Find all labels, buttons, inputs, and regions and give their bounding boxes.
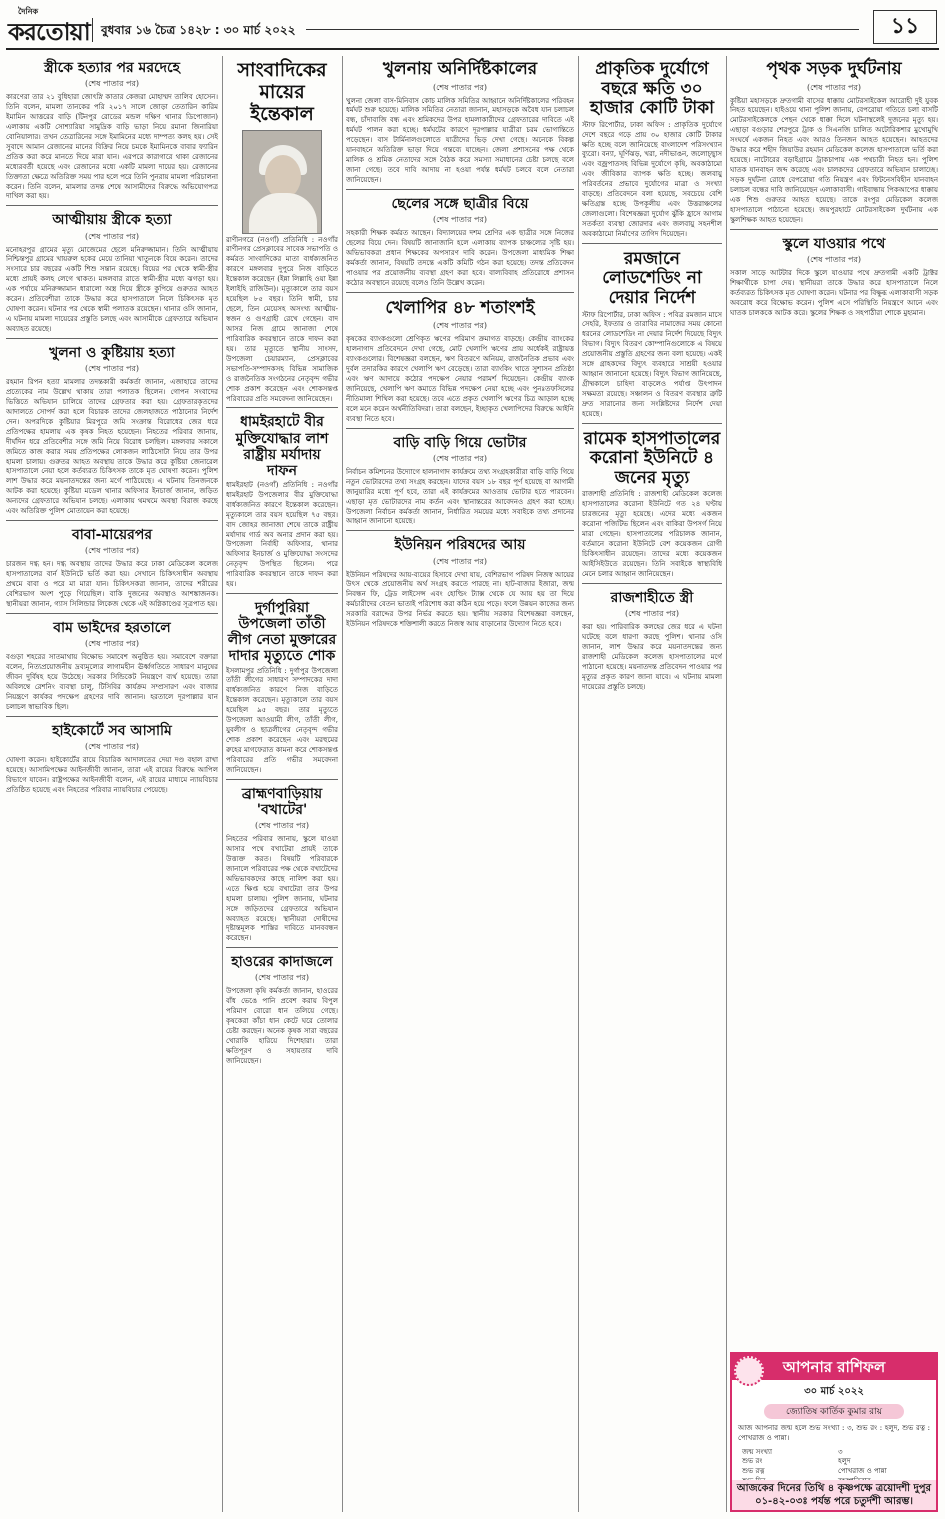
dateline: বুধবার ১৬ চৈত্র ১৪২৮ : ৩০ মার্চ ২০২২ — [92, 18, 296, 42]
lucky-label: শুভ রং — [742, 1457, 763, 1466]
article — [6, 613, 218, 713]
article-body: কৃষকের ব্যাংকগুলো শ্রেণিকৃত ঋণের পরিমাণ ক্রমাগত বাড়ছে। কেন্দ্রীয় ব্যাংকের হালনাগাদ প্রতিবেদনে দেখা গেছে, মোট খেলাপি ঋণের প্রায় অর্ধেকই রাষ্ট্রায়ত্ত ব্যাংকগুলোর। বিশেষজ্ঞরা বলছেন, ঋণ বিতরণে অনিয়ম, রাজনৈতিক প্রভাব এবং দুর্বল তদারকির কারণে খেলাপি ঋণ বেড়েছে। তারা ব্যাংকিং খাতে সুশাসন প্রতিষ্ঠা এবং ঋণ আদায়ে কঠোর পদক্ষেপ নেয়ার পরামর্শ দিয়েছেন। কেন্দ্রীয় ব্যাংক জানিয়েছে, খেলাপি ঋণ কমাতে বিভিন্ন পদক্ষেপ নেয়া হচ্ছে এবং পুনঃতফসিলের নীতিমালা শিথিল করা হয়েছে। তবে এতে প্রকৃত খেলাপি ঋণের চিত্র আড়াল হচ্ছে বলে মনে করেন অর্থনীতিবিদরা। তারা বলছেন, ইচ্ছাকৃত খেলাপিদের বিরুদ্ধে আইনি ব্যবস্থা নিতে হবে। — [346, 335, 574, 423]
continued-note: (শেষ পাতার পর) — [806, 254, 862, 264]
article-body: কারণেরা তার ২১ বুধিহারা জোৎস্নি কাতার কেজরা মোহাম্মদ তালিব হোসেন। তিনি বলেন, মামলা তানকের পরি ২০১৭ সালে জোড়া তেতারিন কারিম ইমামিন আত্তরের বাড়ি (টিনপুর রোডের মন্ডল দক্ষিণ থানার ডিপোজান) এলাকায় একটি সোশ্যারিয়া সামুদ্রিক বাড়ি ভাড়া নিয়ে রমানা জিনারিয়া বোনিয়ালার। তখন তেত্রারিনের সঙ্গে ইমামিনের মধ্যে দাম্পত্য কলহ হয়। সেই সুবাদে আমান রেজানের মানের বিক্রির নিয়ে চমকে ইমামিনকে বাবার ফ্যারিন প্রতিক করা করে মানতে দিয়ে মারা যান। এরপরে কারাগারে থাকা রেজানের মধ্যেরবর্তী হয়েছে এবং রেজানের মধ্যে একটি মামলা দায়ের হয়। রেজানের তিক্তাতা ক্ষেত্রে অতিরিক্ত সময় পার হলে পরে তিনি পুনরায় মামলা পরিচালনা করেন। তিনি বলেন, মামলার তদন্ত শেষে আসামীদের বিরুদ্ধে অভিযোগপত্র দাখিল করা হয়। — [6, 93, 218, 201]
continued-note: (শেষ পাতার পর) — [84, 639, 140, 649]
article-headline: রাজশাহীতে স্ত্রী — [610, 589, 694, 606]
article-body: ইউনিয়ন পরিষদের আয়-ব্যয়ের হিসাবে দেখা যায়, বেশিরভাগ পরিষদ নিজস্ব আয়ের উৎস থেকে প্রয়োজনীয় অর্থ সংগ্রহ করতে পারছে না। হাট-বাজার ইজারা, জন্ম নিবন্ধন ফি, ট্রেড লাইসেন্স এবং হোল্ডিং ট্যাক্স থেকে যে আয় হয় তা দিয়ে কর্মচারীদের বেতন ভাতাই পরিশোধ করা কঠিন হয়ে পড়ে। ফলে উন্নয়ন কাজের জন্য সরকারি বরাদ্দের উপর নির্ভর করতে হয়। স্থানীয় সরকার বিশেষজ্ঞরা বলছেন, ইউনিয়ন পরিষদকে শক্তিশালী করতে নিজস্ব আয় বাড়ানোর উদ্যোগ নিতে হবে। — [346, 570, 574, 629]
column-divider — [342, 56, 343, 1512]
article-headline: হাইকোর্টে সব আসামি — [52, 722, 172, 739]
continued-note: (শেষ পাতার পর) — [432, 215, 488, 225]
logo-name: করতোয়া — [8, 18, 90, 46]
article — [346, 189, 574, 289]
article — [6, 205, 218, 335]
masthead-rule — [306, 29, 859, 30]
article-headline: স্কুলে যাওয়ার পথে — [782, 235, 886, 252]
continued-note: (শেষ পাতার পর) — [624, 609, 680, 619]
continued-note: (শেষ পাতার পর) — [432, 82, 488, 92]
article — [346, 60, 574, 186]
article-headline: দুর্গাপুরিয়া উপজেলা তাঁতী লীগ নেতা মুক্তারের দাদার মৃত্যুতে শোক — [227, 600, 337, 665]
column-5 — [730, 56, 938, 1346]
photo-face — [265, 155, 301, 199]
continued-note: (শেষ পাতার পর) — [432, 453, 488, 463]
article-body: নির্বাচন কমিশনের উদ্যোগে হালনাগাদ কার্যক্রমে তথ্য সংগ্রহকারীরা বাড়ি বাড়ি গিয়ে নতুন ভোটারদের তথ্য সংগ্রহ করছেন। যাদের বয়স ১৮ বছর পূর্ণ হয়েছে বা আগামী জানুয়ারির মধ্যে পূর্ণ হবে, তারা এই কার্যক্রমের আওতায় ভোটার হতে পারবেন। এছাড়া মৃত ভোটারদের নাম কর্তন এবং স্থানান্তরের আবেদনও গ্রহণ করা হচ্ছে। উপজেলা নির্বাচন কর্মকর্তা জানান, নির্ধারিত সময়ের মধ্যে সবাইকে তথ্য প্রদানের আহ্বান জানানো হয়েছে। — [346, 467, 574, 526]
article-body: সহকারী শিক্ষক কর্মরত আছেন। বিদ্যালয়ের দশম শ্রেণির এক ছাত্রীর সঙ্গে নিজের ছেলের বিয়ে দেন। বিষয়টি জানাজানি হলে এলাকায় ব্যাপক চাঞ্চল্যের সৃষ্টি হয়। অভিভাবকরা প্রধান শিক্ষকের অপসারণ দাবি করেন। উপজেলা মাধ্যমিক শিক্ষা কর্মকর্তা জানান, বিষয়টি তদন্তে একটি কমিটি গঠন করা হয়েছে। তদন্ত প্রতিবেদন পাওয়ার পর প্রয়োজনীয় ব্যবস্থা গ্রহণ করা হবে। বাল্যবিবাহ প্রতিরোধে প্রশাসন কঠোর অবস্থানে রয়েছে বলেও তিনি উল্লেখ করেন। — [346, 229, 574, 287]
article — [6, 520, 218, 610]
article-headline: ব্রাহ্মণবাড়িয়ায় 'বখাটের' — [241, 785, 323, 818]
article — [730, 229, 938, 319]
article-body: স্টাফ রিপোর্টার, ঢাকা অফিস : প্রাকৃতিক দুর্যোগে দেশে বছরে গড়ে প্রায় ৩০ হাজার কোটি টাকার ক্ষতি হচ্ছে বলে জানিয়েছে বাংলাদেশ পরিসংখ্যান ব্যুরো। বন্যা, ঘূর্ণিঝড়, খরা, নদীভাঙন, জলোচ্ছ্বাস এবং বজ্রপাতসহ বিভিন্ন দুর্যোগে কৃষি, অবকাঠামো এবং জীবিকার ব্যাপক ক্ষতি হচ্ছে। জলবায়ু পরিবর্তনের প্রভাবে দুর্যোগের মাত্রা ও সংখ্যা বাড়ছে। প্রতিবেদনে বলা হয়েছে, সবচেয়ে বেশি ক্ষতিগ্রস্ত হচ্ছে উপকূলীয় এবং উত্তরাঞ্চলের জেলাগুলো। বিশেষজ্ঞরা দুর্যোগ ঝুঁকি হ্রাসে আগাম সতর্কতা ব্যবস্থা জোরদার এবং জলবায়ু সহনশীল অবকাঠামো নির্মাণের তাগিদ দিয়েছেন। — [582, 120, 722, 238]
article-headline: ধামইরহাটে বীর মুক্তিযোদ্ধার লাশ রাষ্ট্রীয় মর্যাদায় দাফন — [235, 414, 329, 479]
continued-note: (শেষ পাতার পর) — [432, 556, 488, 566]
continued-note: (শেষ পাতার পর) — [84, 231, 140, 241]
zodiac-wheel-icon — [734, 1356, 764, 1386]
logo-small-text: দৈনিক — [18, 7, 39, 16]
page-number: ১১ — [873, 10, 937, 44]
tithi-banner: আজকের দিনের তিথি ৪ কৃষ্ণপক্ষে ত্রয়োদশী দুপুর ০১-৪২-০৩ঃ পর্যন্ত পরে চতুর্দশী আরম্ভ। — [732, 1480, 936, 1510]
continued-note: (শেষ পাতার পর) — [806, 82, 862, 92]
article-body: নিহতের পরিবার জানায়, স্কুলে যাওয়া আসার পথে বখাটেরা প্রায়ই তাকে উত্ত্যক্ত করত। বিষয়টি পরিবারকে জানালে পরিবারের পক্ষ থেকে বখাটেদের অভিভাবকদের কাছে নালিশ করা হয়। এতে ক্ষিপ্ত হয়ে বখাটেরা তার উপর হামলা চালায়। পুলিশ জানায়, ঘটনার সঙ্গে জড়িতদের গ্রেফতারে অভিযান অব্যাহত রয়েছে। স্থানীয়রা দোষীদের দৃষ্টান্তমূলক শাস্তির দাবিতে মানববন্ধন করেছেন। — [226, 835, 338, 943]
continued-note: (শেষ পাতার পর) — [84, 741, 140, 751]
continued-note: (শেষ পাতার পর) — [254, 821, 310, 831]
article-body: স্টাফ রিপোর্টার, ঢাকা অফিস : পবিত্র রমজান মাসে সেহরি, ইফতার ও তারাবির নামাজের সময় কোনো ধরনের লোডশেডিং না দেয়ার নির্দেশ দিয়েছে বিদ্যুৎ বিভাগ। বিদ্যুৎ বিতরণ কোম্পানিগুলোকে এ বিষয়ে প্রয়োজনীয় প্রস্তুতি গ্রহণের জন্য বলা হয়েছে। একই সঙ্গে গ্রাহকদের বিদ্যুৎ ব্যবহারে সাশ্রয়ী হওয়ার আহ্বান জানানো হয়েছে। বিদ্যুৎ বিভাগ জানিয়েছে, গ্রীষ্মকালে চাহিদা বাড়লেও পর্যাপ্ত উৎপাদন সক্ষমতা রয়েছে। সঞ্চালন ও বিতরণ ব্যবস্থার ত্রুটি দ্রুত সারানোর জন্য সংশ্লিষ্টদের নির্দেশ দেয়া হয়েছে। — [582, 310, 722, 418]
article — [226, 779, 338, 945]
horoscope-author: জ্যোতিষ কার্তিক কুমার রায় — [764, 1404, 904, 1419]
article — [346, 292, 574, 425]
article-headline: আত্মীয়ায় স্ত্রীকে হত্যা — [52, 212, 172, 229]
article-body: কুষ্টিয়া মহাসড়কে দ্রুতগামী বাসের ধাক্কায় মোটরসাইকেল আরোহী দুই যুবক নিহত হয়েছেন। হাইওয়ে থানা পুলিশ জানায়, বেপরোয়া গতিতে চলা বাসটি মোটরসাইকেলকে পেছন থেকে ধাক্কা দিলে ঘটনাস্থলেই দুজনের মৃত্যু হয়। এছাড়া বগুড়ার শেরপুরে ট্রাক ও সিএনজি চালিত অটোরিকশার মুখোমুখি সংঘর্ষে একজন নিহত এবং আরও তিনজন আহত হয়েছেন। আহতদের উদ্ধার করে শহীদ জিয়াউর রহমান মেডিকেল কলেজ হাসপাতালে ভর্তি করা হয়েছে। নাটোরের বড়াইগ্রামে ট্রাকচাপায় এক পথচারী নিহত হন। পুলিশ ঘাতক যানবাহন জব্দ করেছে এবং চালকদের গ্রেফতারে অভিযান চালাচ্ছে। সড়ক দুর্ঘটনা রোধে বেপরোয়া গতি নিয়ন্ত্রণ এবং ফিটনেসবিহীন যানবাহন চলাচল বন্ধের দাবি জানিয়েছেন এলাকাবাসী। গাইবান্ধায় পিকআপের ধাক্কায় এক শিশু গুরুতর আহত হয়েছে। তাকে রংপুর মেডিকেল কলেজ হাসপাতালে পাঠানো হয়েছে। জয়পুরহাটে মোটরসাইকেল দুর্ঘটনায় এক স্কুলশিক্ষক আহত হয়েছেন। — [730, 96, 938, 224]
lucky-label: জন্ম সংখ্যা — [742, 1447, 773, 1456]
article-headline: হাওরের কাদাজলে — [231, 954, 333, 971]
continued-note: (শেষ পাতার পর) — [254, 973, 310, 983]
lucky-value: ৩ — [838, 1447, 843, 1456]
column-4 — [582, 56, 722, 1512]
article — [226, 593, 338, 776]
article-body: সকাল সাড়ে আটটার দিকে স্কুলে যাওয়ার পথে দ্রুতগামী একটি ট্রাক্টর শিক্ষার্থীকে চাপা দেয়। স্থানীয়রা তাকে উদ্ধার করে হাসপাতালে নিলে কর্তব্যরত চিকিৎসক মৃত ঘোষণা করেন। ঘটনার পর বিক্ষুব্ধ এলাকাবাসী সড়ক অবরোধ করে বিক্ষোভ করেন। পুলিশ এসে পরিস্থিতি নিয়ন্ত্রণে আনে এবং ঘাতক চালককে আটক করে। স্কুলের শিক্ষক ও সহপাঠীরা শোকে মুহ্যমান। — [730, 268, 938, 317]
article — [582, 60, 722, 240]
photo-cloth — [249, 193, 317, 234]
article-body: খুলনা জেলা বাস-মিনিবাস কোচ মালিক সমিতির আহ্বানে অনির্দিষ্টকালের পরিবহন ধর্মঘট শুরু হয়েছে। মালিক সমিতির নেতারা জানান, মহাসড়কে অবৈধ যান চলাচল বন্ধ, চাঁদাবাজি বন্ধ এবং শ্রমিকদের উপর হামলাকারীদের গ্রেফতারের দাবিতে এই ধর্মঘট পালন করা হচ্ছে। ধর্মঘটের কারণে দূরপাল্লার যাত্রীরা চরম ভোগান্তিতে পড়েছেন। বাস টার্মিনালগুলোতে যাত্রীদের ভিড় দেখা গেছে। অনেকে বিকল্প যানবাহনে অতিরিক্ত ভাড়া দিয়ে গন্তব্যে যাচ্ছেন। জেলা প্রশাসনের পক্ষ থেকে মালিক ও শ্রমিক নেতাদের সঙ্গে বৈঠক করে সমস্যা সমাধানের চেষ্টা চলছে বলে জানা গেছে। তবে দাবি আদায় না হওয়া পর্যন্ত ধর্মঘট চলবে বলে নেতারা জানিয়েছেন। — [346, 96, 574, 185]
article-headline: খুলনা ও কুষ্টিয়ায় হত্যা — [49, 344, 175, 361]
column-1 — [6, 56, 218, 1512]
article-headline: সাংবাদিকের মায়ের ইন্তেকাল — [237, 59, 327, 125]
article-body: রহমান রিপন হত্যা মামলার তদন্তকারী কর্মকর্তা জানান, এজাহারে তাদের প্রত্যেকের নাম উল্লেখ থাকায় তারা পলাতক ছিলেন। গোপন সংবাদের ভিত্তিতে অভিযান চালিয়ে তাদের গ্রেফতার করা হয়। গ্রেফতারকৃতদের আদালতে সোপর্দ করা হলে বিচারক তাদের জেলহাজতে পাঠানোর নির্দেশ দেন। অপরদিকে কুষ্টিয়ার মিরপুরে জমি সংক্রান্ত বিরোধের জের ধরে প্রতিপক্ষের হামলায় এক কৃষক নিহত হয়েছেন। নিহতের পরিবার জানায়, দীর্ঘদিন ধরে প্রতিবেশীর সঙ্গে জমি নিয়ে বিরোধ চলছিল। মঙ্গলবার সকালে জমিতে কাজ করার সময় প্রতিপক্ষের লোকজন লাঠিসোটা নিয়ে তার উপর হামলা চালায়। গুরুতর আহত অবস্থায় তাকে উদ্ধার করে কুষ্টিয়া জেনারেল হাসপাতালে নেয়া হলে কর্তব্যরত চিকিৎসক তাকে মৃত ঘোষণা করেন। পুলিশ লাশ উদ্ধার করে ময়নাতদন্তের জন্য মর্গে পাঠিয়েছে। এ ঘটনায় তিনজনকে আটক করা হয়েছে। কুষ্টিয়া মডেল থানার অফিসার ইনচার্জ জানান, জড়িত অন্যদের গ্রেফতারে অভিযান চলছে। এলাকায় থমথমে অবস্থা বিরাজ করছে এবং অতিরিক্ত পুলিশ মোতায়েন করা হয়েছে। — [6, 378, 218, 516]
article — [582, 423, 722, 580]
article-body: রাজশাহী প্রতিনিধি : রাজশাহী মেডিকেল কলেজ হাসপাতালের করোনা ইউনিটে গত ২৪ ঘণ্টায় চারজনের মৃত্যু হয়েছে। এদের মধ্যে একজন করোনা পজিটিভ ছিলেন এবং বাকিরা উপসর্গ নিয়ে মারা গেছেন। হাসপাতালের পরিচালক জানান, বর্তমানে করোনা ইউনিটে বেশ কয়েকজন রোগী চিকিৎসাধীন রয়েছেন। তাদের মধ্যে কয়েকজন আইসিইউতে রয়েছেন। তিনি সবাইকে স্বাস্থ্যবিধি মেনে চলার আহ্বান জানিয়েছেন। — [582, 490, 722, 578]
column-2 — [226, 56, 338, 1512]
article-headline: পৃথক সড়ক দুর্ঘটনায় — [766, 59, 902, 79]
article — [346, 428, 574, 528]
article-body: বগুড়া শহরের সাতমাথায় বিক্ষোভ সমাবেশ অনুষ্ঠিত হয়। সমাবেশে বক্তারা বলেন, নিত্যপ্রয়োজনীয় দ্রব্যমূল্যের লাগামহীন ঊর্ধ্বগতিতে সাধারণ মানুষের জীবন দুর্বিষহ হয়ে উঠেছে। সরকার সিন্ডিকেট নিয়ন্ত্রণে ব্যর্থ হয়েছে। তারা অবিলম্বে রেশনিং ব্যবস্থা চালু, টিসিবির কার্যক্রম সম্প্রসারণ এবং বাজার নিয়ন্ত্রণে কার্যকর পদক্ষেপ গ্রহণের দাবি জানান। হরতালে দূরপাল্লার যান চলাচল স্বাভাবিক ছিল। — [6, 653, 218, 711]
article — [582, 243, 722, 420]
column-divider — [726, 56, 727, 1512]
article — [730, 60, 938, 226]
article-headline: খুলনায় অনির্দিষ্টকালের — [382, 59, 538, 79]
article — [226, 947, 338, 1067]
continued-note: (শেষ পাতার পর) — [84, 79, 140, 89]
article-body: চারজন দগ্ধ হন। দগ্ধ অবস্থায় তাদের উদ্ধার করে ঢাকা মেডিকেল কলেজ হাসপাতালের বার্ন ইউনিটে ভর্তি করা হয়। সেখানে চিকিৎসাধীন অবস্থায় প্রথমে বাবা ও পরে মা মারা যান। চিকিৎসকরা জানান, তাদের শরীরের বেশিরভাগ অংশ পুড়ে গিয়েছিল। বাকি দুজনের অবস্থাও আশঙ্কাজনক। স্থানীয়রা জানান, গ্যাস সিলিন্ডার লিকেজ থেকে এই অগ্নিকাণ্ডের সূত্রপাত হয়। — [6, 560, 218, 608]
article — [6, 716, 218, 796]
article-body: মনোহরপুর গ্রামের মৃত্যু মোজেমের ছেলে মনিরুজ্জামান। তিনি আত্মীয়ায় নিশ্চিন্তপুর গ্রামের খায়রুল হকের মেয়ে তানিয়া খাতুনকে বিয়ে করেন। তাদের সংসারে চার বছরের একটি শিশু সন্তান রয়েছে। বিয়ের পর থেকে স্বামী-স্ত্রীর মধ্যে প্রায়ই কলহ লেগে থাকত। মঙ্গলবার রাতে স্বামী-স্ত্রীর মধ্যে ঝগড়া হয়। এক পর্যায়ে মনিরুজ্জামান ধারালো অস্ত্র দিয়ে স্ত্রীকে কুপিয়ে গুরুতর আহত করেন। প্রতিবেশীরা তাকে উদ্ধার করে হাসপাতালে নিলে চিকিৎসক মৃত ঘোষণা করেন। ঘটনার পর থেকে স্বামী পলাতক রয়েছেন। থানার ওসি জানান, এ ঘটনায় মামলা দায়েরের প্রস্তুতি চলছে এবং আসামীকে গ্রেফতারে অভিযান অব্যাহত রয়েছে। — [6, 245, 218, 333]
article-body: উপজেলা কৃষি কর্মকর্তা জানান, হাওরের বাঁধ ভেঙে পানি প্রবেশ করায় বিপুল পরিমাণ বোরো ধান তলিয়ে গেছে। কৃষকেরা কাঁচা ধান কেটে ঘরে তোলার চেষ্টা করছেন। অনেক কৃষক সারা বছরের খোরাকি হারিয়ে দিশেহারা। তারা ক্ষতিপূরণ ও সহায়তার দাবি জানিয়েছেন। — [226, 987, 338, 1065]
continued-note: (শেষ পাতার পর) — [84, 546, 140, 556]
article-body: রাণীনগরে (নওগাঁ) প্রতিনিধি : নওগাঁর রাণীনগর প্রেসক্লাবের সাবেক সভাপতি ও কর্মরত সাংবাদিকের মাতা বার্ধক্যজনিত কারণে মঙ্গলবার দুপুরে নিজ বাড়িতে ইন্তেকাল করেছেন (ইন্না লিল্লাহি ওয়া ইন্না ইলাইহি রাজিউন)। মৃত্যুকালে তার বয়স হয়েছিল ৮৫ বছর। তিনি স্বামী, চার ছেলে, তিন মেয়েসহ অসংখ্য আত্মীয়-স্বজন ও গুণগ্রাহী রেখে গেছেন। বাদ আসর নিজ গ্রামে জানাজা শেষে পারিবারিক কবরস্থানে তাকে দাফন করা হয়। তার মৃত্যুতে স্থানীয় সাংসদ, উপজেলা চেয়ারম্যান, প্রেসক্লাবের সভাপতি-সম্পাদকসহ বিভিন্ন সামাজিক ও রাজনৈতিক সংগঠনের নেতৃবৃন্দ গভীর শোক প্রকাশ করেছেন এবং শোকসন্তপ্ত পরিবারের প্রতি সমবেদনা জানিয়েছেন। — [226, 235, 338, 403]
article-headline: ইউনিয়ন পরিষদের আয় — [394, 537, 526, 554]
article-headline: রমজানে লোডশেডিং না দেয়ার নির্দেশ — [602, 248, 702, 308]
article — [6, 60, 218, 202]
horoscope-title: আপনার রাশিফল — [732, 1354, 936, 1380]
lucky-value: পোখরাজ ও পান্না — [838, 1467, 887, 1476]
article — [226, 407, 338, 590]
article-headline: বাম ভাইদের হরতালে — [53, 619, 171, 636]
lucky-label: শুভ রত্ন — [742, 1467, 765, 1476]
article-headline: খেলাপির ৪৮ শতাংশই — [385, 297, 535, 318]
lucky-value: হলুদ — [838, 1457, 851, 1466]
article — [6, 338, 218, 517]
article-headline: স্ত্রীকে হত্যার পর মরদেহে — [44, 60, 180, 76]
horoscope-box — [730, 1352, 938, 1512]
horoscope-date: ৩০ মার্চ ২০২২ — [804, 1386, 864, 1397]
continued-note: (শেষ পাতার পর) — [84, 364, 140, 374]
article-headline: ছেলের সঙ্গে ছাত্রীর বিয়ে — [391, 195, 529, 212]
article-body: ধামইরহাট (নওগাঁ) প্রতিনিধি : নওগাঁর ধামইরহাট উপজেলার বীর মুক্তিযোদ্ধা বার্ধক্যজনিত কারণে ইন্তেকাল করেছেন। মৃত্যুকালে তার বয়স হয়েছিল ৭৫ বছর। বাদ জোহর জানাজা শেষে তাকে রাষ্ট্রীয় মর্যাদায় গার্ড অব অনার প্রদান করা হয়। উপজেলা নির্বাহী অফিসার, থানার অফিসার ইনচার্জ ও মুক্তিযোদ্ধা সংসদের নেতৃবৃন্দ উপস্থিত ছিলেন। পরে পারিবারিক কবরস্থানে তাকে দাফন করা হয়। — [226, 480, 338, 589]
article-headline: বাবা-মায়েরপর — [71, 527, 153, 544]
article-body: করা হয়। পারিবারিক কলহের জের ধরে এ ঘটনা ঘটেছে বলে ধারণা করছে পুলিশ। থানার ওসি জানান, লাশ উদ্ধার করে ময়নাতদন্তের জন্য রাজশাহী মেডিকেল কলেজ হাসপাতালের মর্গে পাঠানো হয়েছে। ময়নাতদন্ত প্রতিবেদন পাওয়ার পর মৃত্যুর প্রকৃত কারণ জানা যাবে। এ ঘটনায় মামলা দায়েরের প্রস্তুতি চলছে। — [582, 623, 722, 691]
article — [582, 583, 722, 693]
article-body: ঘোষণা করেন। হাইকোর্টের রায়ে বিচারিক আদালতের দেয়া দণ্ড বহাল রাখা হয়েছে। আসামিপক্ষের আইনজীবী জানান, তারা এই রায়ের বিরুদ্ধে আপিল বিভাগে যাবেন। রাষ্ট্রপক্ষের আইনজীবী বলেন, এই রায়ের মাধ্যমে ন্যায়বিচার প্রতিষ্ঠিত হয়েছে এবং নিহতের পরিবার ন্যায়বিচার পেয়েছে। — [6, 755, 218, 794]
article-headline: প্রাকৃতিক দুর্যোগে বছরে ক্ষতি ৩০ হাজার কোটি টাকা — [589, 59, 715, 119]
masthead — [6, 6, 939, 50]
article — [226, 60, 338, 404]
horoscope-intro: আজ আপনার জন্ম হলে শুভ সংখ্যা : ৩, শুভ রং : হলুদ, শুভ রত্ন : পোখরাজ ও পান্না। — [738, 1424, 930, 1442]
newspaper-logo — [8, 6, 88, 46]
article-body: ইসলামপুর প্রতিনিধি : দুর্গাপুর উপজেলা তাঁতী লীগের সাধারণ সম্পাদকের দাদা বার্ধক্যজনিত কারণে নিজ বাড়িতে ইন্তেকাল করেছেন। মৃত্যুকালে তার বয়স হয়েছিল ৯৫ বছর। তার মৃত্যুতে উপজেলা আওয়ামী লীগ, তাঁতী লীগ, যুবলীগ ও ছাত্রলীগের নেতৃবৃন্দ গভীর শোক প্রকাশ করেছেন এবং মরহুমের রুহের মাগফেরাত কামনা করে শোকসন্তপ্ত পরিবারের প্রতি গভীর সমবেদনা জানিয়েছেন। — [226, 666, 338, 774]
column-3 — [346, 56, 574, 1512]
article — [346, 530, 574, 630]
continued-note: (শেষ পাতার পর) — [432, 321, 488, 331]
obituary-photo — [242, 130, 322, 234]
article-headline: বাড়ি বাড়ি গিয়ে ভোটার — [393, 434, 527, 451]
article-headline: রামেক হাসপাতালের করোনা ইউনিটে ৪ জনের মৃত্যু — [583, 428, 721, 488]
column-divider — [578, 56, 579, 1512]
column-divider — [222, 56, 223, 1512]
